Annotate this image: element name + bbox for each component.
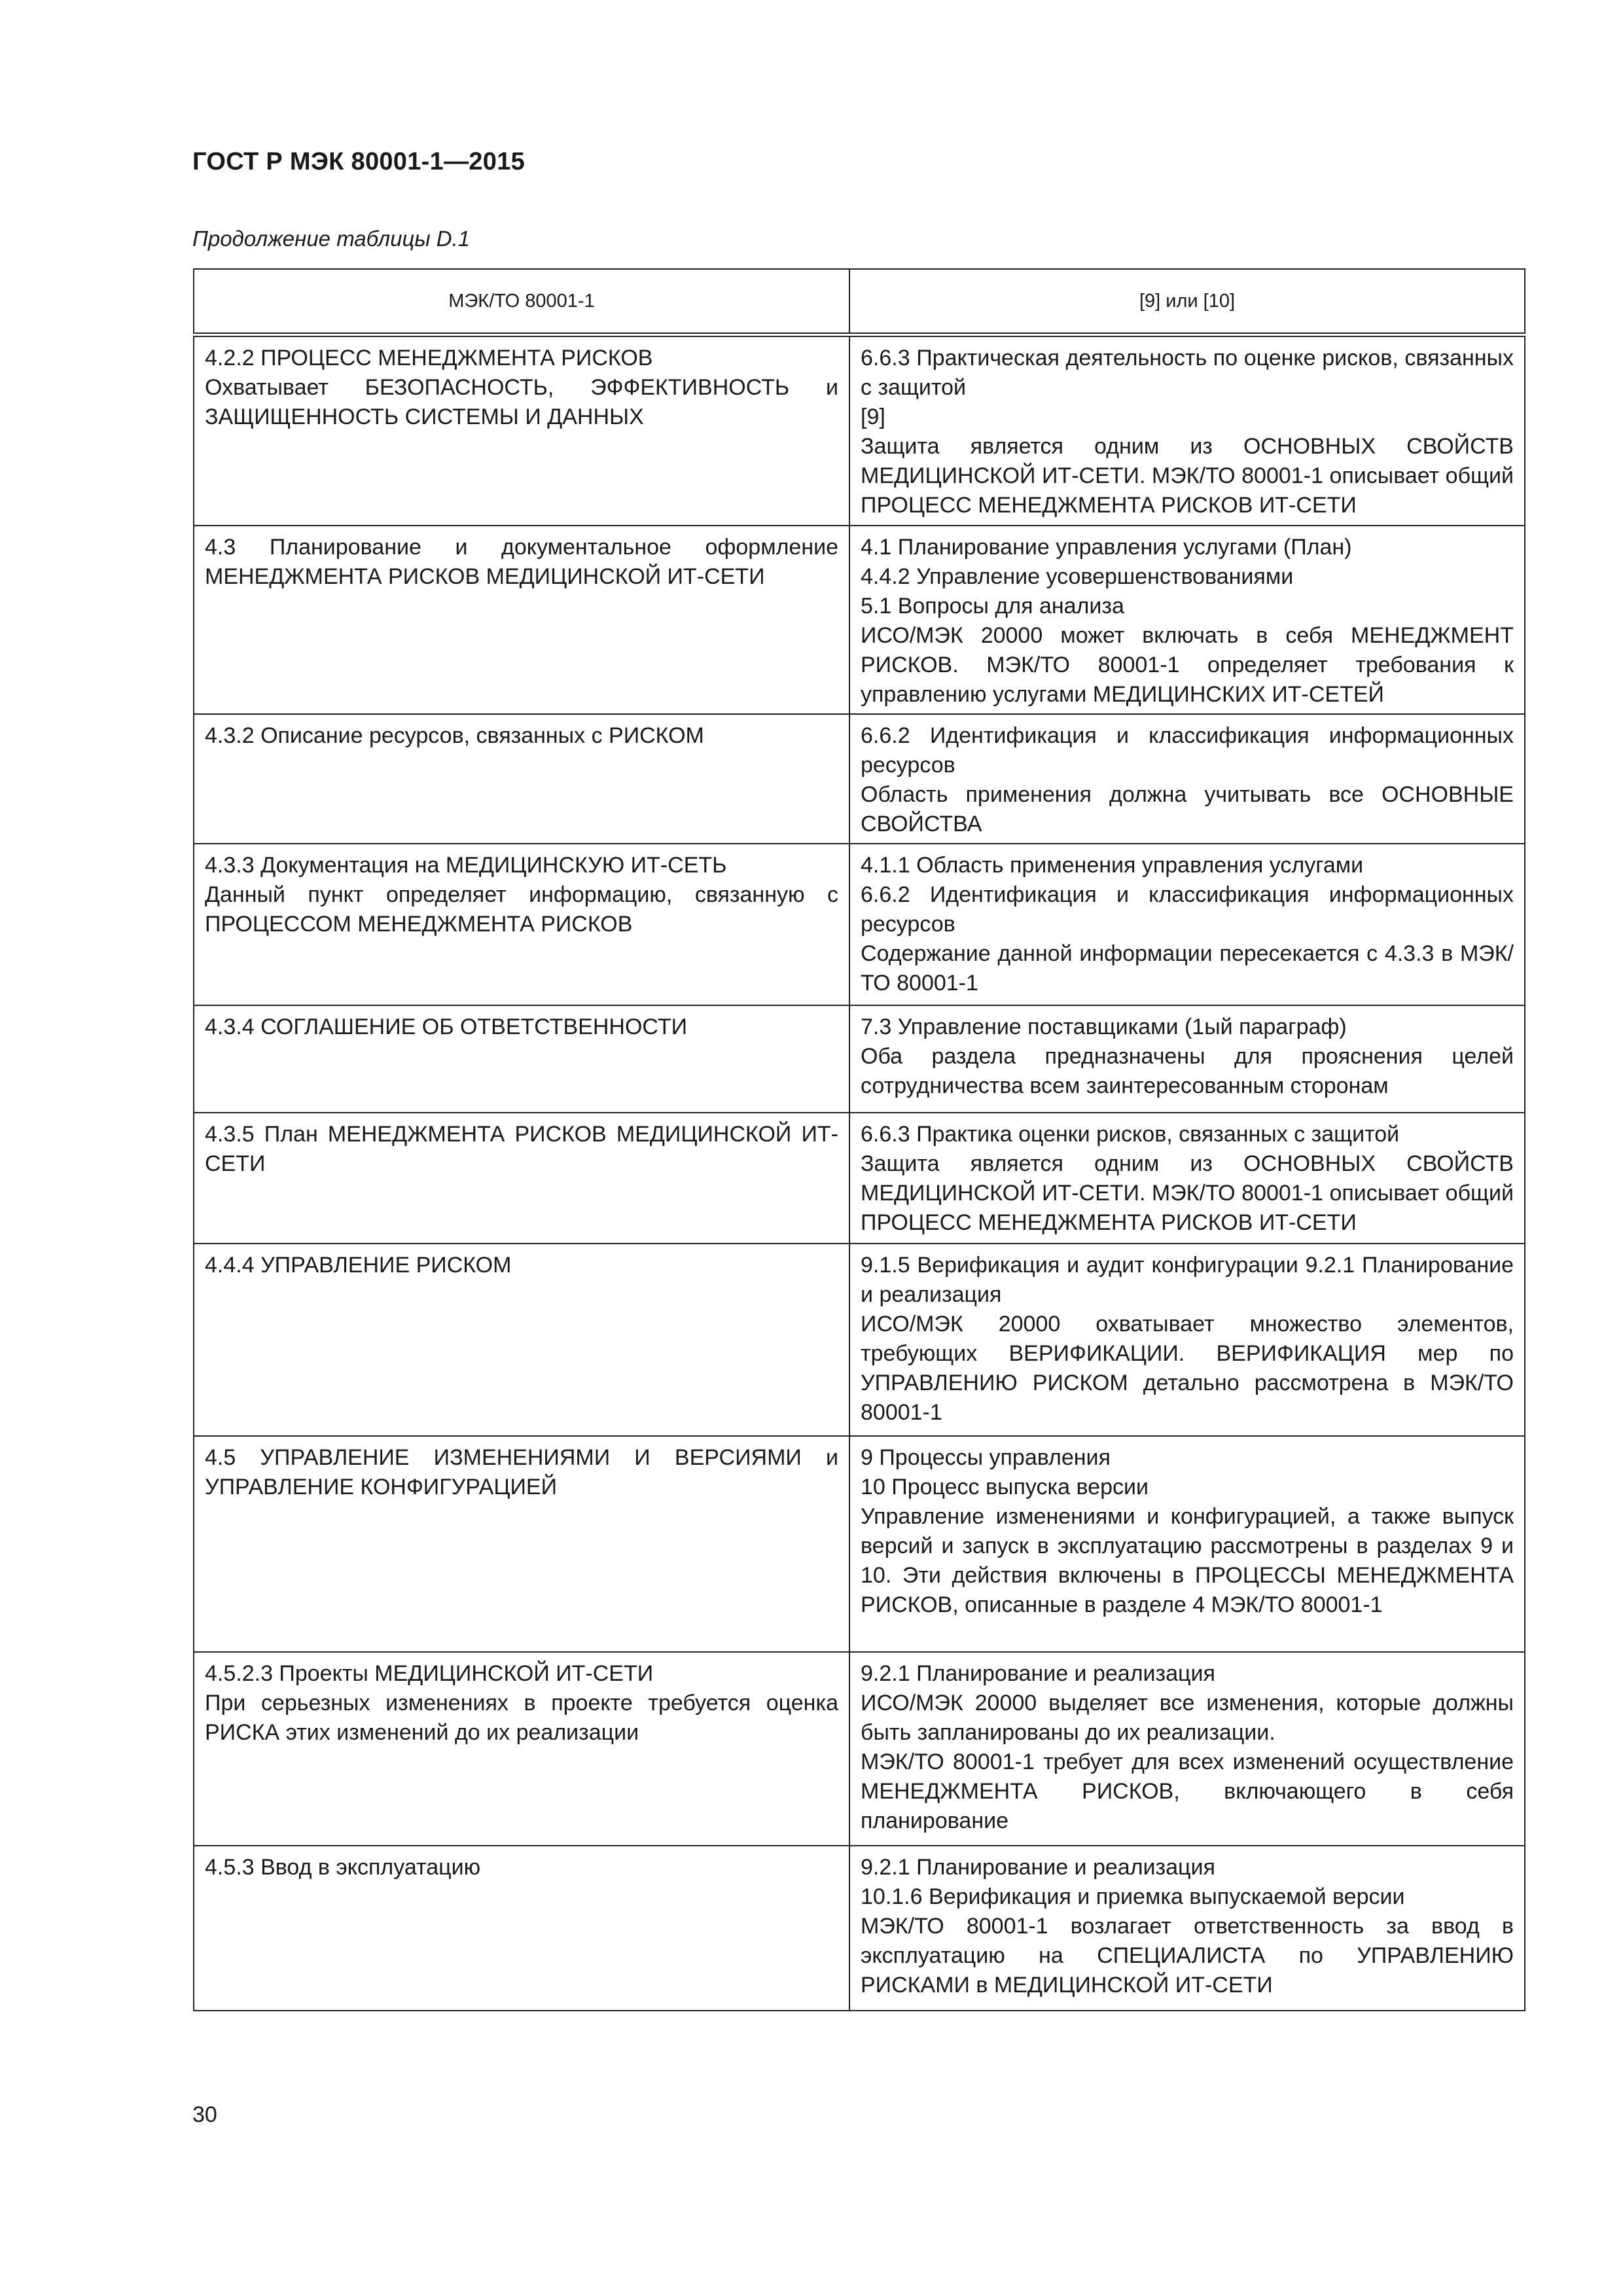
table-body: [194, 335, 1525, 2011]
cell-paragraph: Защита является одним из ОСНОВНЫХ СВОЙСТВ МЕДИЦИНСКОЙ ИТ-СЕТИ. МЭК/ТО 80001-1 описывает общий ПРОЦЕСС МЕНЕДЖМЕНТА РИСКОВ ИТ-СЕТИ: [861, 434, 1514, 518]
cell-paragraph: Управление изменениями и конфигурацией, а также выпуск версий и запуск в эксплуатацию рассмотрены в разделах 9 и 10. Эти действия включены в ПРОЦЕССЫ МЕНЕДЖМЕНТА РИСКОВ, описанные в разделе 4 МЭК/ТО 80001-1: [861, 1503, 1514, 1617]
table-row: [194, 844, 1525, 1005]
column-header-right: [9] или [10]: [849, 269, 1525, 335]
cell-paragraph: Защита является одним из ОСНОВНЫХ СВОЙСТВ МЕДИЦИНСКОЙ ИТ-СЕТИ. МЭК/ТО 80001-1 описывает общий ПРОЦЕСС МЕНЕДЖМЕНТА РИСКОВ ИТ-СЕТИ: [861, 1151, 1514, 1235]
table-row: [194, 1005, 1525, 1113]
cell-paragraph: Данный пункт определяет информацию, связанную с ПРОЦЕССОМ МЕНЕДЖМЕНТА РИСКОВ: [205, 882, 838, 937]
table-row: [194, 1244, 1525, 1436]
cell-paragraph: 4.4.4 УПРАВЛЕНИЕ РИСКОМ: [205, 1252, 512, 1278]
cell-paragraph: 4.3 Планирование и документальное оформление МЕНЕДЖМЕНТА РИСКОВ МЕДИЦИНСКОЙ ИТ-СЕТИ: [205, 534, 838, 589]
cell-paragraph: 6.6.2 Идентификация и классификация информационных ресурсов: [861, 723, 1514, 778]
cell-paragraph: 4.1 Планирование управления услугами (План): [861, 534, 1352, 560]
table-cell-left: [194, 335, 849, 526]
cell-paragraph: 6.6.3 Практика оценки рисков, связанных с защитой: [861, 1121, 1400, 1147]
cell-paragraph: ИСО/МЭК 20000 может включать в себя МЕНЕДЖМЕНТ РИСКОВ. МЭК/ТО 80001-1 определяет требования к управлению услугами МЕДИЦИНСКИХ ИТ-СЕТЕЙ: [861, 622, 1514, 707]
cell-paragraph: ИСО/МЭК 20000 выделяет все изменения, которые должны быть запланированы до их реализации.: [861, 1690, 1514, 1745]
column-header-left: МЭК/ТО 80001-1: [194, 269, 849, 335]
table-cell-right: [849, 526, 1525, 714]
table-row: [194, 1113, 1525, 1244]
table-cell-left: [194, 1113, 849, 1244]
cell-paragraph: 4.3.3 Документация на МЕДИЦИНСКУЮ ИТ-СЕТЬ: [205, 852, 727, 878]
comparison-table: [193, 268, 1525, 2011]
cell-paragraph: 10 Процесс выпуска версии: [861, 1474, 1149, 1499]
table-row: [194, 526, 1525, 714]
cell-paragraph: 4.1.1 Область применения управления услугами: [861, 852, 1364, 878]
document-code: ГОСТ Р МЭК 80001-1—2015: [192, 148, 526, 175]
table-row: [194, 1436, 1525, 1652]
table-cell-left: [194, 844, 849, 1005]
cell-paragraph: 9.2.1 Планирование и реализация: [861, 1854, 1215, 1880]
cell-paragraph: Охватывает БЕЗОПАСНОСТЬ, ЭФФЕКТИВНОСТЬ и ЗАЩИЩЕННОСТЬ СИСТЕМЫ И ДАННЫХ: [205, 375, 838, 429]
cell-paragraph: 4.2.2 ПРОЦЕСС МЕНЕДЖМЕНТА РИСКОВ: [205, 346, 653, 370]
cell-paragraph: 4.4.2 Управление усовершенствованиями: [861, 564, 1294, 589]
cell-paragraph: 5.1 Вопросы для анализа: [861, 593, 1124, 619]
table-cell-right: [849, 844, 1525, 1005]
cell-paragraph: Оба раздела предназначены для прояснения целей сотрудничества всем заинтересованным сторонам: [861, 1043, 1514, 1098]
cell-paragraph: 4.5 УПРАВЛЕНИЕ ИЗМЕНЕНИЯМИ И ВЕРСИЯМИ и УПРАВЛЕНИЕ КОНФИГУРАЦИЕЙ: [205, 1444, 838, 1499]
table-cell-left: [194, 1005, 849, 1113]
table-cell-right: [849, 1652, 1525, 1846]
table-cell-right: [849, 335, 1525, 526]
cell-paragraph: 4.5.3 Ввод в эксплуатацию: [205, 1854, 481, 1880]
table-cell-left: [194, 1652, 849, 1846]
cell-paragraph: 4.3.2 Описание ресурсов, связанных с РИСКОМ: [205, 723, 704, 748]
cell-paragraph: 4.3.4 СОГЛАШЕНИЕ ОБ ОТВЕТСТВЕННОСТИ: [205, 1014, 688, 1039]
cell-paragraph: 6.6.2 Идентификация и классификация информационных ресурсов: [861, 882, 1514, 937]
cell-paragraph: 4.5.2.3 Проекты МЕДИЦИНСКОЙ ИТ-СЕТИ: [205, 1660, 654, 1686]
page-number: 30: [192, 2102, 217, 2127]
table-cell-right: [849, 1005, 1525, 1113]
table-row: [194, 335, 1525, 526]
cell-paragraph: ИСО/МЭК 20000 охватывает множество элементов, требующих ВЕРИФИКАЦИИ. ВЕРИФИКАЦИЯ мер по УПРАВЛЕНИЮ РИСКОМ детально рассмотрена в МЭК/ТО 80001-1: [861, 1311, 1514, 1425]
table-cell-left: [194, 526, 849, 714]
cell-paragraph: 9 Процессы управления: [861, 1444, 1111, 1470]
table-cell-left: [194, 1436, 849, 1652]
table-cell-right: [849, 1113, 1525, 1244]
cell-paragraph: 7.3 Управление поставщиками (1ый параграф): [861, 1014, 1347, 1039]
table-caption: Продолжение таблицы D.1: [192, 226, 471, 251]
table-header-row: [194, 269, 1525, 335]
table-cell-right: [849, 1846, 1525, 2011]
cell-paragraph: При серьезных изменениях в проекте требуется оценка РИСКА этих изменений до их реализации: [205, 1690, 838, 1745]
cell-paragraph: 4.3.5 План МЕНЕДЖМЕНТА РИСКОВ МЕДИЦИНСКОЙ ИТ-СЕТИ: [205, 1121, 838, 1176]
cell-paragraph: [9]: [861, 404, 885, 429]
cell-paragraph: 9.1.5 Верификация и аудит конфигурации 9.2.1 Планирование и реализация: [861, 1252, 1514, 1307]
cell-paragraph: МЭК/ТО 80001-1 возлагает ответственность за ввод в эксплуатацию на СПЕЦИАЛИСТА по УПРАВЛЕНИЮ РИСКАМИ в МЕДИЦИНСКОЙ ИТ-СЕТИ: [861, 1913, 1514, 1998]
cell-paragraph: 6.6.3 Практическая деятельность по оценке рисков, связанных с защитой: [861, 346, 1514, 400]
table-cell-left: [194, 1846, 849, 2011]
table-row: [194, 714, 1525, 844]
cell-paragraph: Содержание данной информации пересекается с 4.3.3 в МЭК/ТО 80001-1: [861, 941, 1514, 996]
table-row: [194, 1846, 1525, 2011]
table-cell-right: [849, 1244, 1525, 1436]
table-cell-right: [849, 714, 1525, 844]
table-cell-left: [194, 714, 849, 844]
cell-paragraph: Область применения должна учитывать все ОСНОВНЫЕ СВОЙСТВА: [861, 781, 1514, 836]
table-cell-left: [194, 1244, 849, 1436]
table-row: [194, 1652, 1525, 1846]
cell-paragraph: 9.2.1 Планирование и реализация: [861, 1660, 1215, 1686]
cell-paragraph: 10.1.6 Верификация и приемка выпускаемой версии: [861, 1884, 1405, 1909]
cell-paragraph: МЭК/ТО 80001-1 требует для всех изменений осуществление МЕНЕДЖМЕНТА РИСКОВ, включающего в себя планирование: [861, 1749, 1514, 1833]
table-cell-right: [849, 1436, 1525, 1652]
